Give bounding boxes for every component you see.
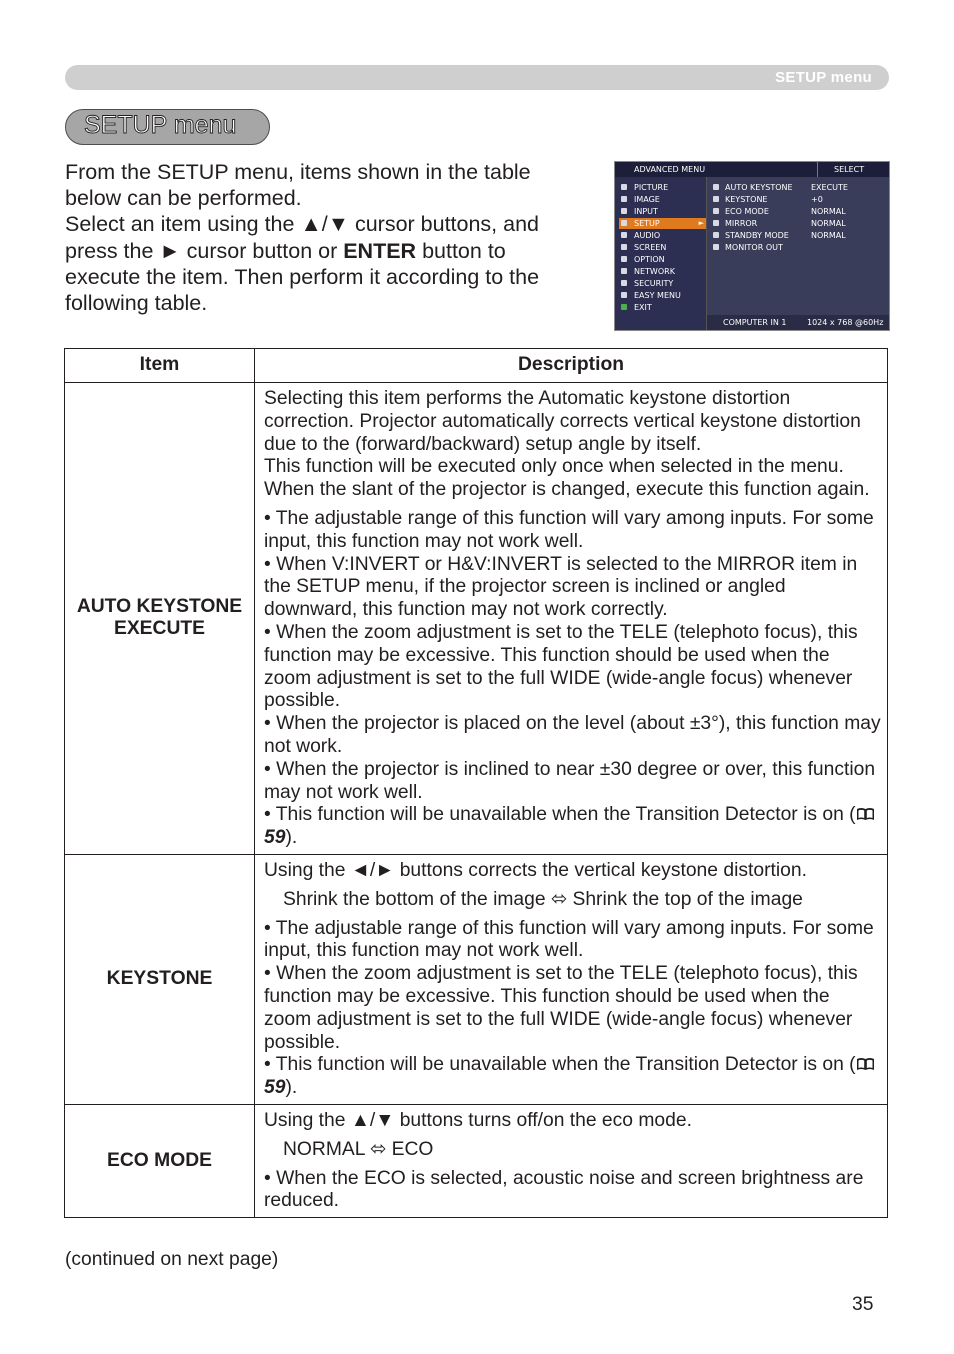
- input-icon: [621, 208, 627, 214]
- osd-select-label: SELECT: [834, 165, 865, 174]
- osd-header: [615, 162, 889, 178]
- osd-item-network: NETWORK: [621, 266, 706, 277]
- table-row: [65, 854, 888, 1104]
- osd-item-image: IMAGE: [621, 194, 706, 205]
- table-header-row: [65, 349, 888, 383]
- osd-item-security: SECURITY: [621, 278, 706, 289]
- audio-icon: [621, 232, 627, 238]
- eco-icon: [713, 208, 719, 214]
- book-reference-icon: [856, 807, 875, 821]
- osd-input-status: COMPUTER IN 1: [723, 318, 787, 327]
- standby-icon: [713, 232, 719, 238]
- image-icon: [621, 196, 627, 202]
- setup-table: [64, 348, 888, 1218]
- option-icon: [621, 256, 627, 262]
- item-cell: AUTO KEYSTONE EXECUTE: [65, 383, 255, 855]
- osd-row-eco-mode: ECO MODE NORMAL: [713, 206, 883, 217]
- osd-right-panel: [707, 177, 889, 315]
- table-row: [65, 1104, 888, 1217]
- intro-text: [65, 159, 575, 316]
- page-number: 35: [852, 1294, 874, 1315]
- osd-row-mirror: MIRROR NORMAL: [713, 218, 883, 229]
- auto-keystone-icon: [713, 184, 719, 190]
- shield-icon: [621, 280, 627, 286]
- mirror-icon: [713, 220, 719, 226]
- adjustment-range: NORMAL ⬄ ECO: [283, 1138, 434, 1160]
- continued-note: (continued on next page): [65, 1249, 279, 1270]
- adjustment-range: Shrink the bottom of the image ⬄ Shrink the top of the image: [283, 888, 803, 910]
- arrow-right-icon: ►: [698, 219, 704, 227]
- osd-signal-status: 1024 x 768 @60Hz: [807, 318, 884, 327]
- osd-item-option: OPTION: [621, 254, 706, 265]
- page-reference-link[interactable]: 59: [264, 827, 286, 849]
- osd-footer: [707, 315, 889, 330]
- setup-icon: [621, 220, 627, 226]
- osd-item-screen: SCREEN: [621, 242, 706, 253]
- monitor-out-icon: [713, 244, 719, 250]
- column-header-description: Description: [255, 349, 888, 383]
- intro-line1: From the SETUP menu, items shown in the table below can be performed.: [65, 160, 531, 211]
- osd-row-auto-keystone: AUTO KEYSTONE EXECUTE: [713, 182, 883, 193]
- description-cell: Using the ◄/► buttons corrects the vertical keystone distortion. Shrink the bottom of the image ⬄ Shrink the top of the image • The adjustable range of this function will vary among inputs. For some input, this function may not work well. • When the zoom adjustment is set to the TELE (telephoto focus), this function may be excessive. This function should be used when the zoom adjustment is set to the full WIDE (wide-angle focus) whenever possible. • This function will be unavailable when the Transition Detector is on (59).: [255, 854, 888, 1104]
- page-reference-link[interactable]: 59: [264, 1077, 286, 1099]
- osd-item-exit: EXIT: [621, 302, 706, 313]
- osd-item-audio: AUDIO: [621, 230, 706, 241]
- menu-screenshot: [614, 161, 890, 331]
- description-cell: Using the ▲/▼ buttons turns off/on the eco mode. NORMAL ⬄ ECO • When the ECO is selected, acoustic noise and screen brightness are reduced.: [255, 1104, 888, 1217]
- item-cell: ECO MODE: [65, 1104, 255, 1217]
- network-icon: [621, 268, 627, 274]
- osd-row-standby-mode: STANDBY MODE NORMAL: [713, 230, 883, 241]
- page-title-pill: [65, 109, 270, 145]
- osd-left-menu: [615, 177, 707, 330]
- description-cell: Selecting this item performs the Automatic keystone distortion correction. Projector automatically corrects vertical keystone distortion due to the (forward/backward) setup angle by itself. This function will be executed only once when selected in the menu. When the slant of the projector is changed, execute this function again. • The adjustable range of this function will vary among inputs. For some input, this function may not work well. • When V:INVERT or H&V:INVERT is selected to the MIRROR item in the SETUP menu, if the projector screen is inclined or angled downward, this function may not work correctly. • When the zoom adjustment is set to the TELE (telephoto focus), this function may be excessive. This function should be used when the zoom adjustment is set to the full WIDE (wide-angle focus) whenever possible. • When the projector is placed on the level (about ±3°), this function may not work. • When the projector is inclined to near ±30 degree or over, this function may not work well. • This function will be unavailable when the Transition Detector is on (59).: [255, 383, 888, 855]
- book-reference-icon: [856, 1057, 875, 1071]
- item-cell: KEYSTONE: [65, 854, 255, 1104]
- page-title: SETUP menu: [84, 111, 237, 139]
- keystone-icon: [713, 196, 719, 202]
- osd-row-keystone: KEYSTONE +0: [713, 194, 883, 205]
- enter-key-label: ENTER: [343, 238, 417, 263]
- osd-row-monitor-out: MONITOR OUT: [713, 242, 883, 253]
- osd-item-easy-menu: EASY MENU: [621, 290, 706, 301]
- osd-item-setup: SETUP ►: [619, 218, 706, 229]
- column-header-item: Item: [65, 349, 255, 383]
- easy-menu-icon: [621, 292, 627, 298]
- screen-icon: [621, 244, 627, 250]
- osd-item-picture: PICTURE: [621, 182, 706, 193]
- exit-icon: [621, 304, 627, 310]
- picture-icon: [621, 184, 627, 190]
- table-row: [65, 383, 888, 855]
- intro-line2: Select an item using the ▲/▼ cursor buttons, and press the ► cursor button or ENTER button to execute the item. Then perform it according to the following table.: [65, 212, 540, 316]
- osd-item-input: INPUT: [621, 206, 706, 217]
- section-label: SETUP menu: [775, 69, 872, 86]
- osd-title: ADVANCED MENU: [634, 165, 706, 174]
- header-bar: [65, 65, 889, 90]
